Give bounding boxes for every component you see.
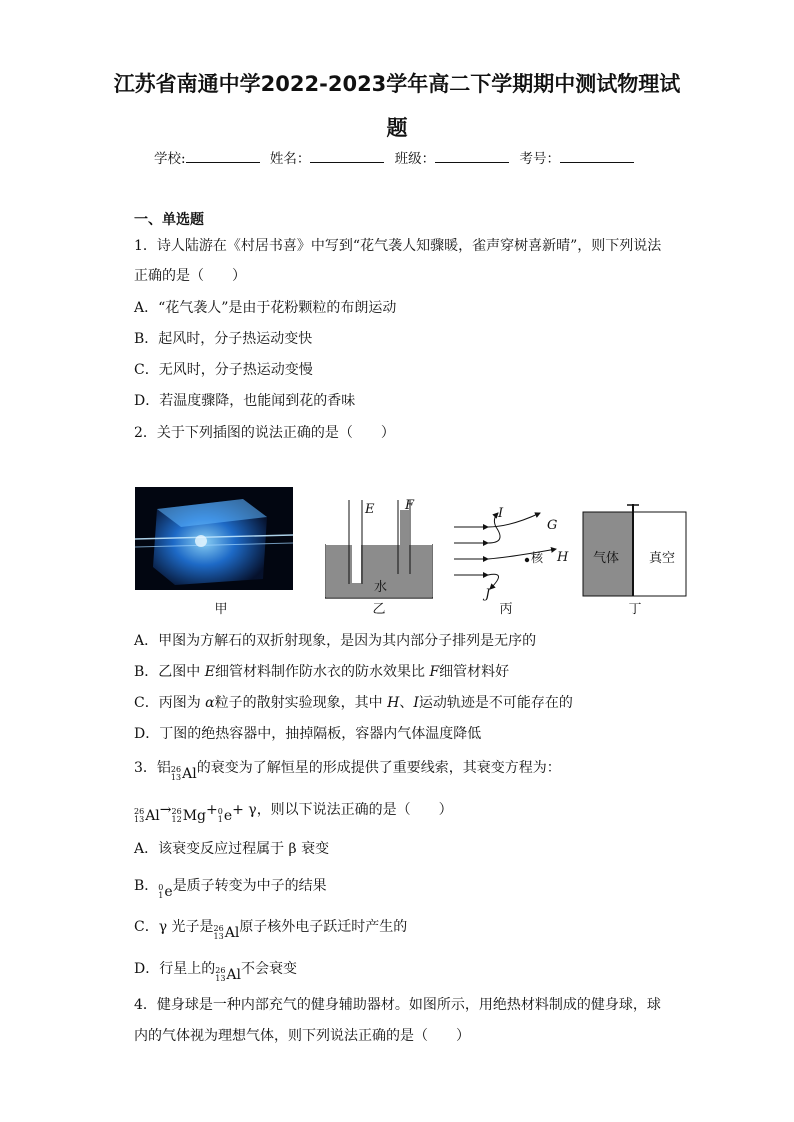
q2-option-b: B．乙图中 E细管材料制作防水衣的防水效果比 F细管材料好 [134, 664, 510, 680]
label-i: I [498, 506, 504, 521]
label-e: E [365, 502, 375, 517]
label-water: 水 [374, 580, 388, 595]
label-vacuum: 真空 [649, 551, 676, 566]
exam-no-label: 考号： [519, 151, 560, 167]
name-blank[interactable] [310, 150, 384, 163]
q1-option-d: D．若温度骤降，也能闻到花的香味 [134, 393, 356, 409]
label-h: H [557, 550, 569, 565]
fig-label-bing: 丙 [499, 602, 513, 617]
label-nucleus: 核 [531, 551, 544, 565]
q2-option-a: A．甲图为方解石的双折射现象，是因为其内部分子排列是无序的 [134, 633, 537, 649]
q1-stem-cont: 正确的是（ ） [134, 268, 246, 284]
q3-stem: 3．铝 26 13 Al 的衰变为了解恒星的形成提供了重要线索，其衰变方程为： [134, 760, 561, 782]
q1-stem: 1．诗人陆游在《村居书喜》中写到“花气袭人知骤暖，雀声穿树喜新晴”，则下列说法 [134, 238, 662, 254]
q2-option-c: C．丙图为 α粒子的散射实验现象，其中 H、I运动轨迹是不可能存在的 [134, 695, 573, 711]
school-blank[interactable] [186, 150, 260, 163]
q3-option-b: B． 0 1 e 是质子转变为中子的结果 [134, 878, 327, 900]
section-title: 一、单选题 [134, 212, 204, 228]
q3-option-a: A．该衰变反应过程属于 β 衰变 [134, 841, 330, 857]
class-blank[interactable] [435, 150, 509, 163]
fig-label-ding: 丁 [628, 602, 642, 617]
calcite-photo [135, 487, 293, 590]
name-label: 姓名： [269, 151, 311, 167]
class-label: 班级： [394, 151, 436, 167]
q3-option-c: C．γ 光子是 26 13 Al 原子核外电子跃迁时产生的 [134, 919, 408, 941]
student-info-line [0, 147, 794, 167]
q1-option-b: B．起风时，分子热运动变快 [134, 331, 313, 347]
fig-label-yi: 乙 [372, 602, 386, 617]
q4-stem: 4．健身球是一种内部充气的健身辅助器材。如图所示，用绝热材料制成的健身球，球 [134, 997, 661, 1013]
label-g: G [547, 518, 558, 533]
school-label: 学校: [154, 151, 186, 167]
label-j: J [485, 587, 491, 602]
q2-option-d: D．丁图的绝热容器中，抽掉隔板，容器内气体温度降低 [134, 726, 482, 742]
q3-option-d: D．行星上的 26 13 Al 不会衰变 [134, 961, 298, 983]
q4-stem-cont: 内的气体视为理想气体，则下列说法正确的是（ ） [134, 1028, 470, 1044]
q1-option-c: C．无风时，分子热运动变慢 [134, 362, 313, 378]
exam-no-blank[interactable] [560, 150, 634, 163]
q3-equation: 26 13 Al → 26 12 Mg + 0 1 e + γ，则以下说法正确的是（ ） [134, 802, 453, 824]
label-gas: 气体 [593, 551, 620, 566]
q2-stem: 2．关于下列插图的说法正确的是（ ） [134, 425, 395, 441]
page-title: 江苏省南通中学2022-2023学年高二下学期期中测试物理试 [113, 72, 681, 96]
al-nuclide: 26 13 Al [170, 765, 197, 782]
q1-option-a: A．“花气袭人”是由于花粉颗粒的布朗运动 [134, 300, 397, 316]
page-title-continued: 题 [386, 116, 408, 140]
label-f: F [405, 498, 415, 513]
fig-label-jia: 甲 [214, 602, 228, 617]
